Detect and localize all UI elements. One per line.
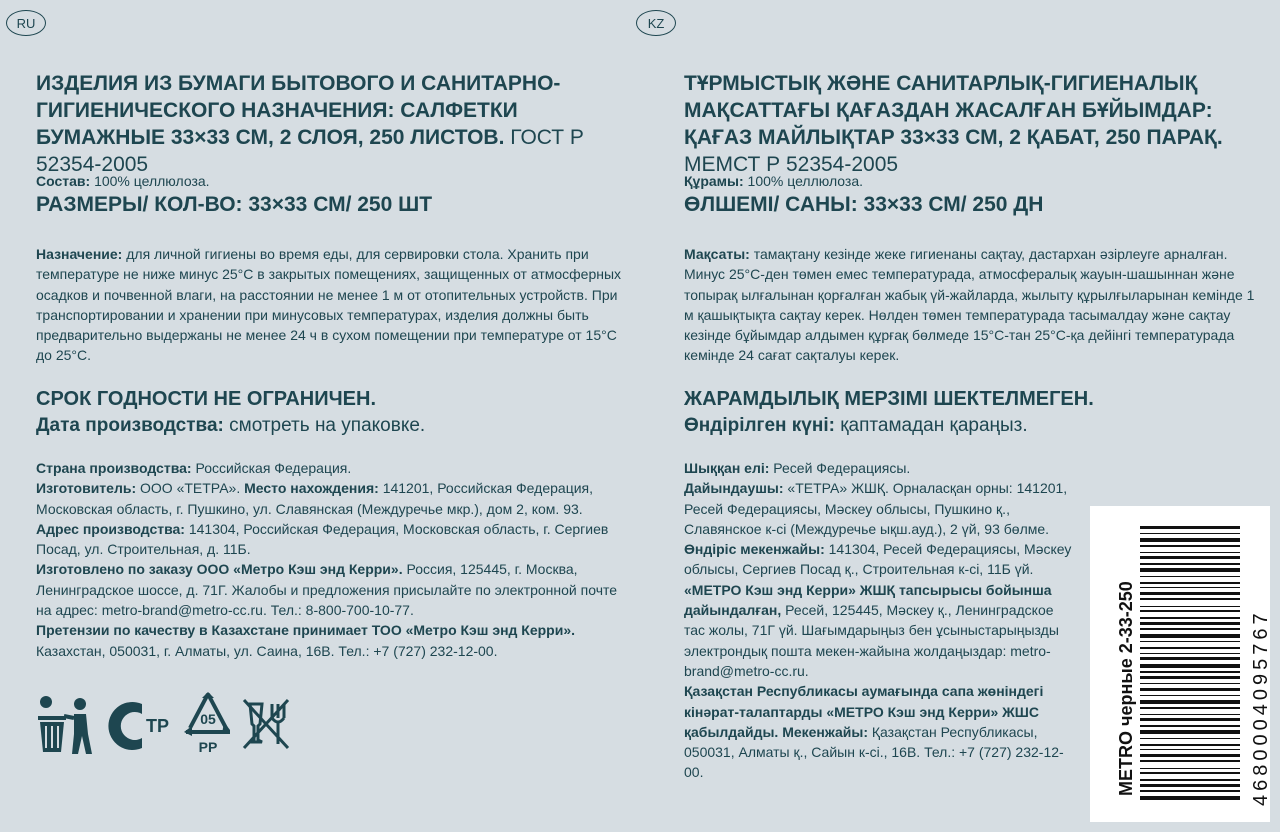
barcode-bar bbox=[1140, 707, 1240, 709]
kz-composition: Құрамы: 100% целлюлоза. bbox=[684, 173, 864, 189]
barcode-bar bbox=[1140, 647, 1240, 649]
barcode-bar bbox=[1140, 760, 1240, 762]
barcode-bar bbox=[1140, 526, 1240, 529]
barcode-bar bbox=[1140, 606, 1240, 607]
barcode-bar bbox=[1140, 545, 1240, 547]
kz-production-date: Өндірілген күні: қаптамадан қараңыз. bbox=[684, 415, 1028, 436]
recycle-material-text: PP bbox=[198, 739, 218, 755]
ru-icons-row bbox=[36, 690, 336, 760]
kz-standard: МЕМСТ Р 52354-2005 bbox=[684, 153, 899, 176]
barcode-bar bbox=[1140, 676, 1240, 679]
barcode-bar bbox=[1140, 779, 1240, 781]
not-food-contact-icon bbox=[240, 696, 292, 754]
barcode-bar bbox=[1140, 695, 1240, 696]
barcode-bar bbox=[1140, 796, 1240, 800]
barcode-bar bbox=[1140, 700, 1240, 704]
dispose-bin-icon bbox=[36, 694, 94, 756]
barcode-bar bbox=[1140, 784, 1240, 787]
barcode-bar bbox=[1140, 556, 1240, 559]
barcode-bar bbox=[1140, 664, 1240, 668]
barcode-bar bbox=[1140, 790, 1240, 792]
barcode-bar bbox=[1140, 714, 1240, 715]
barcode-bar bbox=[1140, 768, 1240, 769]
ru-purpose: Назначение: для личной гигиены во время еды, для сервировки стола. Хранить при температуре не ниже минус 25°С в закрытых помещениях, защищенных от атмосферных осадков и почвенной влаги, на расстоянии не менее 1 м от отопительных устройств. При транспортировании и хранении при минусовых температурах, изделия должны быть предварительно выдержаны не менее 24 ч в сухом помещении при температуре от 15°С до 25°С. bbox=[36, 246, 622, 364]
barcode-product-code: METRO черные 2-33-250 bbox=[1116, 581, 1136, 796]
certification-mark-icon bbox=[102, 696, 172, 756]
barcode-label bbox=[1090, 506, 1270, 822]
recycle-pp-icon bbox=[180, 690, 236, 756]
barcode-bar bbox=[1140, 749, 1240, 750]
barcode-bar bbox=[1140, 582, 1240, 584]
barcode-bar bbox=[1140, 538, 1240, 542]
barcode-bar bbox=[1140, 744, 1240, 746]
barcode-bar bbox=[1140, 634, 1240, 638]
barcode-bar bbox=[1140, 563, 1240, 565]
kz-purpose: Мақсаты: тамақтану кезінде жеке гигиенаны сақтау, дастархан әзірлеуге арналған. Минус 25°С-ден төмен емес температурада, атмосфералық жауын-шашыннан және топырақ ылғалынан қорғалған жабық үй-жайларда, жылыту құрылғыларынан кемінде 1 м қашықтықта сақтау керек. Нөлден төмен температурада тасымалдау және сақтау кезінде бұйымдар алдымен құрғақ бөлмеде 15°С-тан 25°С-қа дейінгі температурада кемінде 24 сағат сақталуы керек. bbox=[684, 246, 1255, 364]
ru-production-date: Дата производства: смотреть на упаковке. bbox=[36, 415, 426, 436]
barcode-bar bbox=[1140, 592, 1240, 595]
ru-manufacturer-info: Страна производства: Российская Федерация. Изготовитель: ООО «ТЕТРА». Место нахождения: 141201, Российская Федерация, Московская область, г. Пушкино, ул. Славянская (Междуречье мкр.), дом 2, ком. 93. Адрес производства: 141304, Российская Федерация, Московская область, г. Сергиев Посад, ул. Строительная, д. 11Б. Изготовлено по заказу ООО «Метро Кэш энд Керри». Россия, 125445, г. Москва, Ленинградское шоссе, д. 71Г. Жалобы и предложения присылайте по электронной почте на адрес: metro-brand@metro-cc.ru. Тел.: 8-800-700-10-77. Претензии по качеству в Казахстане принимает ТОО «Метро Кэш энд Керри». Казахстан, 050031, г. Алматы, ул. Саина, 16В. Тел.: +7 (727) 232-12-00. bbox=[36, 460, 618, 659]
barcode-bar bbox=[1140, 754, 1240, 757]
barcode-bar bbox=[1140, 568, 1240, 572]
barcode-bar bbox=[1140, 641, 1240, 642]
barcode-bar bbox=[1140, 622, 1240, 625]
recycle-code-text: 05 bbox=[200, 711, 216, 727]
barcode-bar bbox=[1140, 653, 1240, 654]
ru-shelf-life: СРОК ГОДНОСТИ НЕ ОГРАНИЧЕН. bbox=[36, 388, 377, 410]
barcode-bar bbox=[1140, 718, 1240, 721]
barcode-bar bbox=[1140, 683, 1240, 684]
ru-standard: ГОСТ Р 52354-2005 bbox=[36, 126, 584, 176]
barcode-bars bbox=[1140, 526, 1240, 802]
ru-language-badge: RU bbox=[6, 10, 46, 36]
ru-size-quantity: РАЗМЕРЫ/ КОЛ-ВО: 33×33 СМ/ 250 ШТ bbox=[36, 193, 433, 216]
cert-mark-text: ТР bbox=[146, 716, 170, 736]
barcode-bar bbox=[1140, 617, 1240, 619]
kz-product-title: ТҰРМЫСТЫҚ ЖӘНЕ САНИТАРЛЫҚ-ГИГИЕНАЛЫҚ МАҚСАТТАҒЫ ҚАҒАЗДАН ЖАСАЛҒАН БҰЙЫМДАР: ҚАҒАЗ МАЙЛЫҚТАР 33×33 СМ, 2 ҚАБАТ, 250 ПАРАҚ. МЕМСТ Р 52354-2005 bbox=[684, 72, 1223, 176]
barcode-bar bbox=[1140, 533, 1240, 534]
barcode-digits: 4680004095767 bbox=[1250, 609, 1272, 806]
barcode-bar bbox=[1140, 657, 1240, 660]
barcode-bar bbox=[1140, 587, 1240, 588]
kz-shelf-life: ЖАРАМДЫЛЫҚ МЕРЗІМІ ШЕКТЕЛМЕГЕН. bbox=[684, 388, 1094, 410]
barcode-bar bbox=[1140, 598, 1240, 600]
barcode-bar bbox=[1140, 772, 1240, 774]
barcode-bar bbox=[1140, 628, 1240, 630]
ru-product-title: ИЗДЕЛИЯ ИЗ БУМАГИ БЫТОВОГО И САНИТАРНО-ГИГИЕНИЧЕСКОГО НАЗНАЧЕНИЯ: САЛФЕТКИ БУМАЖНЫЕ 33×33 СМ, 2 СЛОЯ, 250 ЛИСТОВ. ГОСТ Р 52354-2005 bbox=[36, 72, 584, 176]
ru-composition: Состав: 100% целлюлоза. bbox=[36, 173, 210, 189]
barcode-bar bbox=[1140, 725, 1240, 727]
barcode-bar bbox=[1140, 688, 1240, 691]
barcode-bar bbox=[1140, 576, 1240, 577]
ru-column bbox=[16, 0, 636, 832]
barcode-bar bbox=[1140, 610, 1240, 612]
kz-language-badge: KZ bbox=[636, 10, 676, 36]
kz-size-quantity: ӨЛШЕМІ/ САНЫ: 33×33 СМ/ 250 ДН bbox=[684, 193, 1044, 216]
barcode-bar bbox=[1140, 730, 1240, 734]
kz-manufacturer-info: Шыққан елі: Ресей Федерациясы. Дайындаушы: «ТЕТРА» ЖШҚ. Орналасқан орны: 141201, Ресей Федерациясы, Мәскеу облысы, Пушкино қ., Славянское к-сі (Междуречье ықш.ауд.), 2 үй, 93 бөлме. Өндіріс мекенжайы: 141304, Ресей Федерациясы, Мәскеу облысы, Сергиев Посад қ., Строительная к-сі, 11Б үй. «МЕТРО Кэш энд Керри» ЖШҚ тапсырысы бойынша дайындалған, Ресей, 125445, Мәскеу қ., Ленинградское тас жолы, 71Г үй. Шағымдарыңыз бен ұсыныстарыңызды электрондық пошта мекен-жайына жолдаңыздар: metro-brand@metro-cc.ru. Қазақстан Республикасы аумағында сапа жөніндегі кінәрат-талаптарды «МЕТРО Кэш энд Керри» ЖШС қабылдайды. Мекенжайы: Қазақстан Республикасы, 050031, Алматы қ., Сайын к-сі., 16В. Тел.: +7 (727) 232-12-00. bbox=[684, 460, 1072, 781]
barcode-bar bbox=[1140, 671, 1240, 673]
barcode-bar bbox=[1140, 738, 1240, 739]
barcode-bar bbox=[1140, 552, 1240, 553]
